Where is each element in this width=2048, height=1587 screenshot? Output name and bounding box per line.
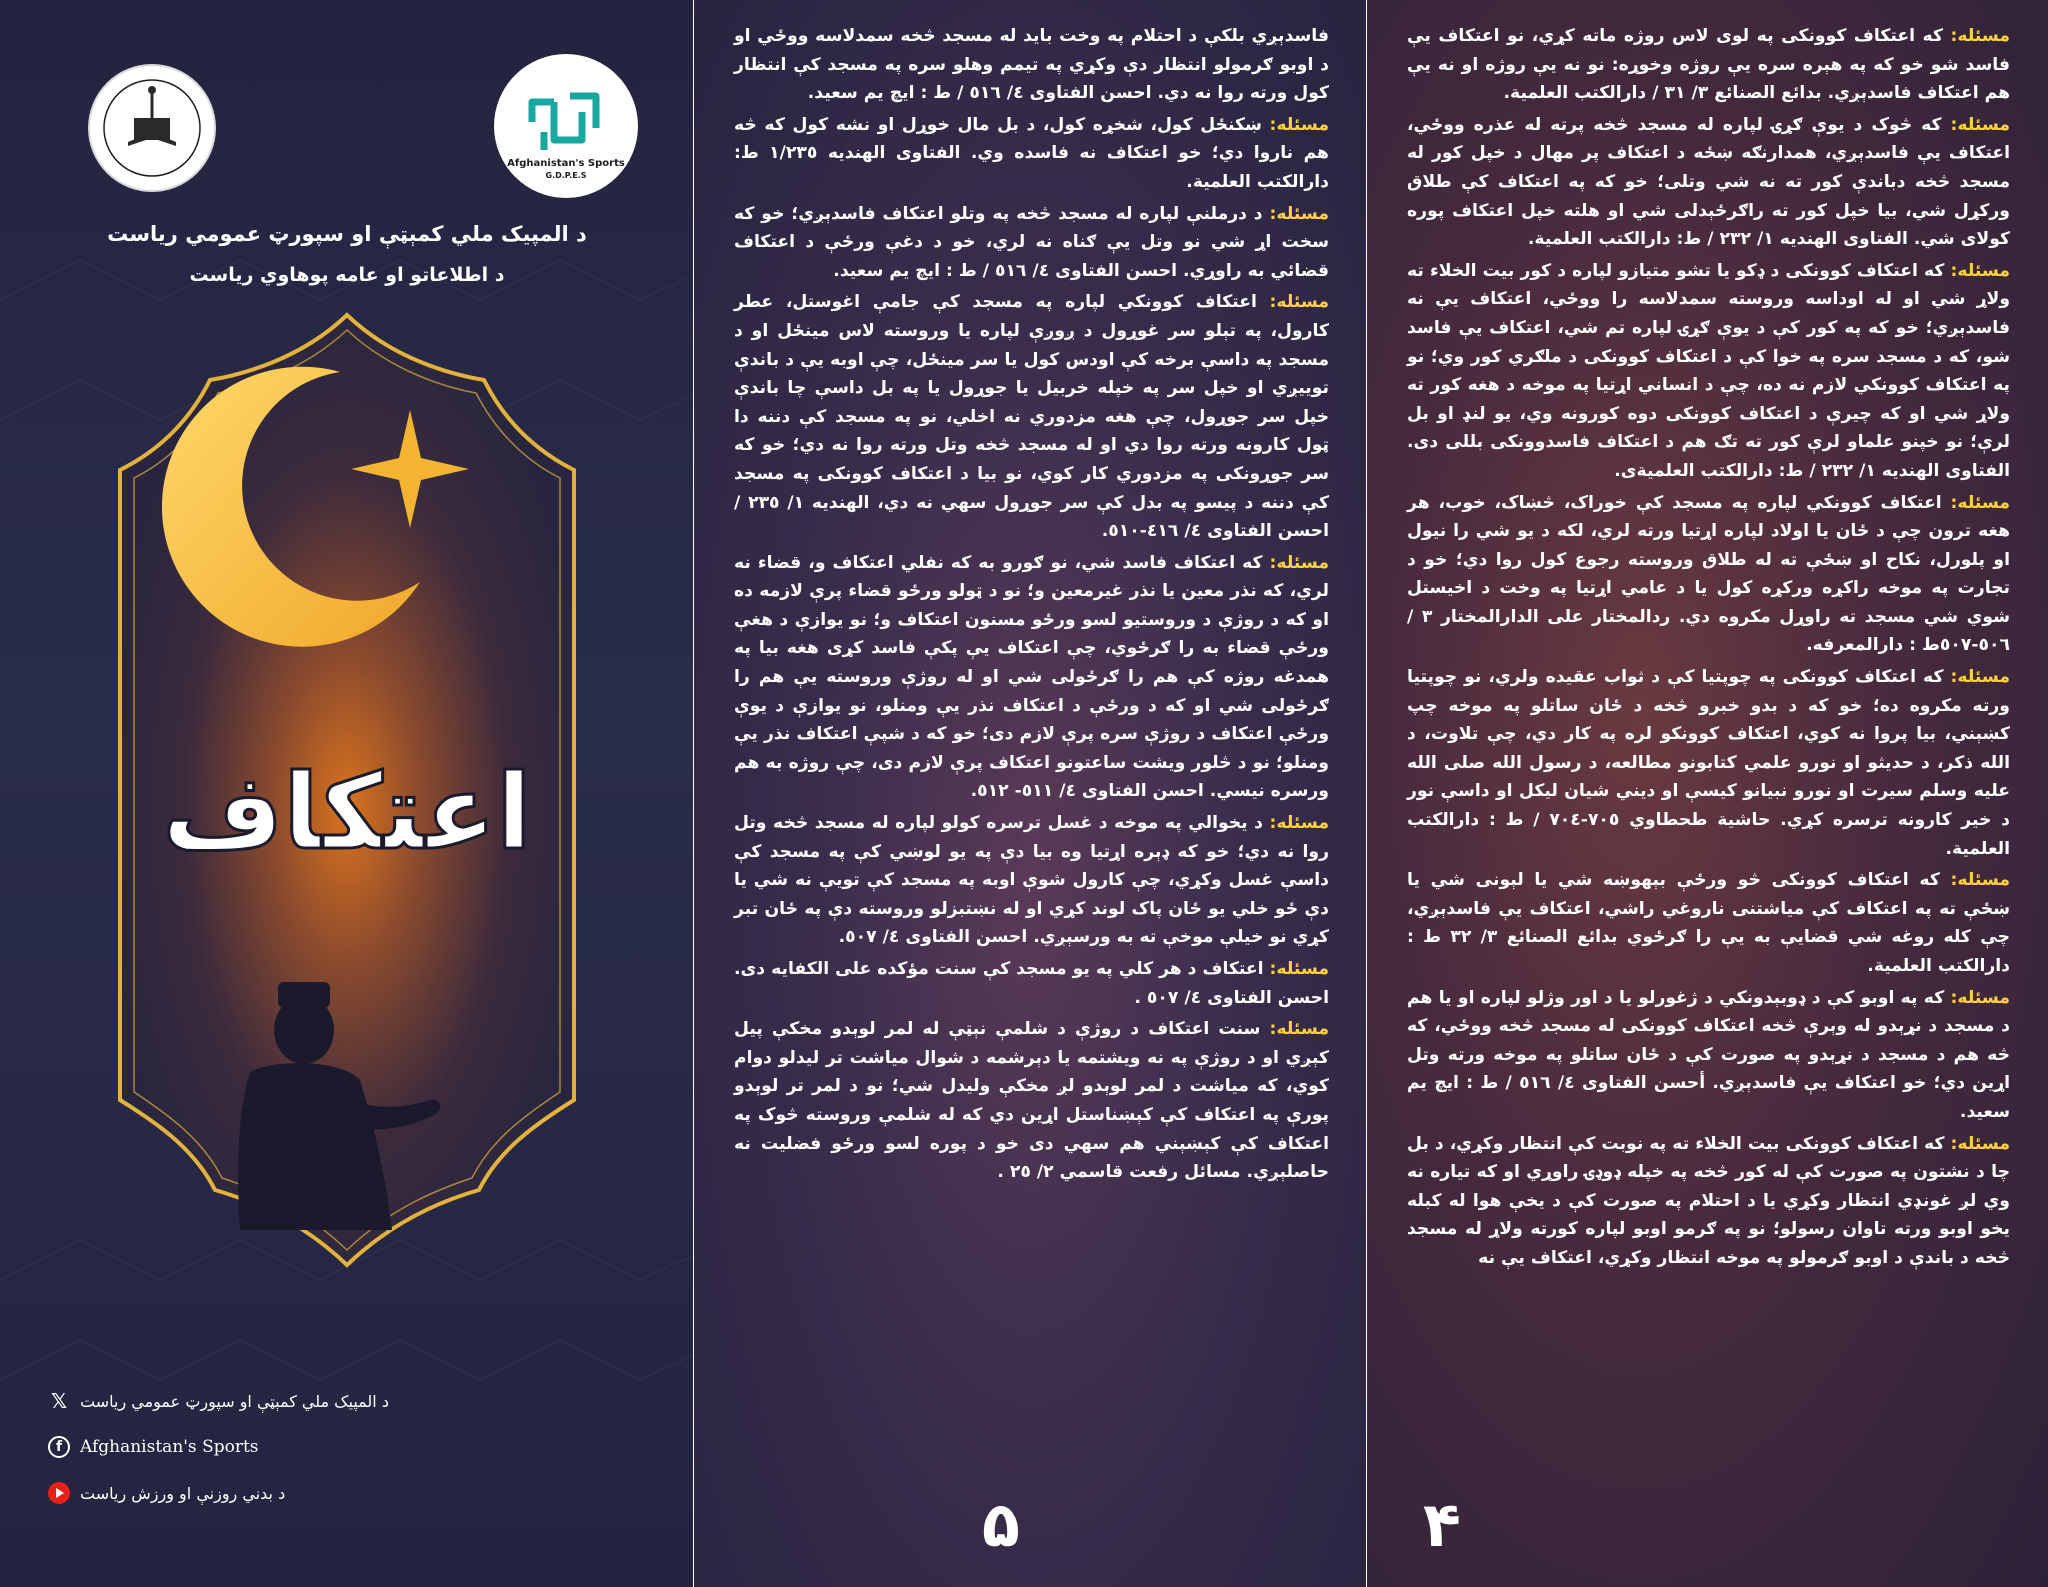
issue-text: ښکنځل کول، شخړه کول، د بل مال خوړل او نشه کول که څه هم ناروا دي؛ خو اعتکاف نه فاسده وي. الفتاوی الهندیه ١/٢٣٥ ط: دارالکتب العلمیة.: [734, 114, 1329, 192]
issue-label: مسئله:: [1950, 1133, 2010, 1154]
page-4-text: [1407, 22, 2010, 1276]
issue-label: مسئله:: [1950, 26, 2010, 46]
issue-paragraph: [1407, 22, 2010, 108]
org-title-line1: د المپیک ملي کمېټې او سپورټ عمومي رياست: [107, 222, 587, 246]
issue-paragraph: [734, 549, 1329, 806]
issue-paragraph: [1407, 257, 2010, 486]
footer-x-text: د المپیک ملي کمېټې او سپورټ عمومي رياست: [80, 1391, 389, 1411]
footer-youtube-text: د بدني روزنې او ورزش رياست: [80, 1483, 286, 1503]
issue-text: که اعتکاف کوونکی د ډکو یا تشو متیازو لپاره د کور بیت الخلاء ته ولاړ شي او له اوداسه وروسته سمدلاسه را ووځي، اعتکاف یې نه فاسدېږي؛ خو که په کور کې د یوې ګړۍ لپاره تم شي، اعتکاف یې فاسد شو، که د مسجد سره په خوا کې د اعتکاف کوونکی د ملګري کور وي؛ نو په اعتکاف کوونکي لازم نه ده، چې د انساني اړتیا په موخه د هغه کور ته ولاړ شي او که چیرې د اعتکاف کوونکی دوه کورونه وي، یو لنډ او بل لرې؛ نو خپنو علماو لرې کور ته تګ هم د اعتکاف فاسدوونکی بللی دی. الفتاوی الهندیه ١/ ٢٣٢ / ط: دارالکتب العلمیةی.: [1407, 260, 2010, 481]
issue-text: د یخوالي په موخه د غسل ترسره کولو لپاره له مسجد څخه وتل روا نه دي؛ خو که ډېره اړتیا وه بیا دې په یو لوښي کې په مسجد کې داسې غسل وکړي، چې کارول شوې اوبه په مسجد کې تويې نه شي یا دې ځو خلي یو ځان پاک لوند کړي او له نښتبزلو وروسته دې په ځان تبر کړي نو خیلې موخې ته به ورسېږي. احسن الفتاوی ٤/ ٥٠٧.: [734, 813, 1329, 948]
issue-label: مسئله:: [1950, 260, 2010, 281]
issue-paragraph: [1407, 984, 2010, 1127]
issue-label: مسئله:: [1269, 552, 1329, 573]
page-number-4: ۴: [1423, 1488, 1461, 1561]
issue-paragraph: [1407, 1130, 2010, 1273]
issue-paragraph: [734, 1015, 1329, 1187]
issue-label: مسئله:: [1269, 292, 1329, 313]
issue-text: د درملنې لپاره له مسجد څخه په وتلو اعتکاف فاسدېږي؛ خو که سخت اړ شي نو وتل یې ګناه نه لري، خو د دغې ورځې د اعتکاف قضائي به راوړي. احسن الفتاوی ٤/ ٥١٦ / ط : ایچ یم سعید.: [734, 203, 1329, 281]
issue-text: فاسدېږي بلکې د احتلام په وخت باید له مسجد څخه سمدلاسه ووځي او د اوبو ګرمولو انتظار دې وکړي په تیمم وهلو سره په مسجد کې انتظار کول ورته روا نه دي. احسن الفتاوی ٤/ ٥١٦ / ط : ایچ یم سعید.: [734, 26, 1329, 104]
issue-text: اعتکاف د هر کلي په یو مسجد کې سنت مؤکده علی الکفایه دی. احسن الفتاوی ٤/ ٥٠٧ .: [734, 959, 1329, 1008]
footer-facebook-row[interactable]: [48, 1436, 259, 1458]
page-5-text: [734, 22, 1329, 1190]
youtube-icon: [48, 1482, 70, 1504]
issue-text: که اعتکاف کوونکی څو ورځې بېهوښه شي یا لېونی شي یا ښځې ته په اعتکاف کې میاشتنی ناروغي راشي، اعتکاف یې فاسدېږي، چې کله روغه شي قضایې به یې را ګرځوي بدائع الصنائع ٣/ ٣٢ ط : دارالکتب العلمیة.: [1407, 870, 2011, 976]
issue-label: مسئله:: [1269, 1019, 1329, 1040]
issue-paragraph: [734, 809, 1329, 952]
issue-paragraph: [1407, 866, 2010, 980]
sports-logo-caption: Afghanistan's Sports G.D.P.E.S: [507, 158, 625, 180]
issue-text: اعتکاف کوونکي لپاره په مسجد کې جامې اغوستل، عطر کارول، په تېلو سر غوړول د ږوږې لپاره یا وروسته لاس مینځل او د مسجد په داسې برخه کې اودس کول یا سر مینځل، چې اوبه یې د باندې تويیږي او خپل سر په خپله خربیل یا جوړول یا په بل داسې چا باندې خپل سر جوړول، چې هغه مزدوري نه اخلي، نو په مسجد کې دننه دا ټول کارونه ورته روا دي او له مسجد څخه وتل ورته روا نه دي؛ خو که سر جوړونکی په مزدوري کار کوي، نو بیا د اعتکاف کوونکی په مسجد کې دننه د پیسو په بدل کې سر جوړول سهي نه دي، الهندیه ١/ ٢٣٥ / احسن الفتاوی ٤/ ٤١٦-٥١٠.: [734, 292, 1330, 542]
issue-text: اعتکاف کوونکي لپاره په مسجد کې خوراک، څښاک، خوب، هر هغه ترون چې د ځان یا اولاد لپاره اړتیا ورته لري، لکه د یو شي را نیول او پلورل، نکاح او ښځې ته له طلاق وروسته رجوع کول روا دي؛ خو د تجارت په موخه راکړه ورکړه کول یا د عامي اړتیا په وخت د اخیستل شوي شي مسجد ته راوړل مکروه دي. ردالمختار علی الدارالمختار ٣ / ٥٠٦-٥٠٧ط : دارالمعرفه.: [1407, 492, 2011, 656]
issue-label: مسئله:: [1269, 813, 1329, 834]
issue-text: که اعتکاف کوونکی په چوپتیا کې د ثواب عقیده ولري، نو چوپتیا ورته مکروه ده؛ خو که د بدو خبرو څخه د ځان ساتلو په موخه چپ کښېني، بیا پروا نه کوي، اعتکاف کوونکو لره په کار دي، چې تلاوت، د الله ذکر، د حدیثو او نورو علمي کتابونو مطالعه، د رسول الله صلی الله علیه وسلم سیرت او نورو نبیانو کیسې او دیني شیان لیکل او داسې نور د خیر کارونه ترسره کړي. حاشیة طحطاوي ٧٠٥-٧٠٤ / ط : دارالکتب العلمیة.: [1407, 667, 2010, 859]
issue-text: سنت اعتکاف د روژې د شلمې نېټې له لمر لوېدو مخکې پیل کېږي او د روژې په نه ویشتمه یا دېرشمه د شوال میاشت تر لیدلو دوام کوي، که میاشت د لمر لوېدو لږ مخکې ولیدل شي؛ نو د لمر تر لوېدو پورې په اعتکاف کې کېښناستل اړین دي که له شلمې وروسته څوک په اعتکاف کې کېښېني هم سهي دی خو د پوره لسو ورځو فضلیت نه حاصلېږي. مسائل رفعت قاسمي ٢/ ٢٥ .: [734, 1019, 1329, 1183]
issue-label: مسئله:: [1950, 987, 2010, 1008]
page-4-panel: [1367, 0, 2048, 1587]
cover-panel: [0, 0, 694, 1587]
footer-x-row[interactable]: [48, 1390, 389, 1412]
issue-paragraph: [1407, 111, 2010, 254]
issue-paragraph: [734, 288, 1329, 545]
facebook-icon: f: [48, 1436, 70, 1458]
issue-label: مسئله:: [1950, 114, 2010, 135]
issue-paragraph: [1407, 663, 2010, 863]
footer-youtube-row[interactable]: [48, 1482, 285, 1504]
org-title-line2: د اطلاعاتو او عامه پوهاوي رياست: [189, 264, 505, 286]
issue-label: مسئله:: [1950, 492, 2010, 513]
footer-facebook-text: Afghanistan's Sports: [80, 1437, 259, 1457]
issue-label: مسئله:: [1950, 667, 2010, 688]
ministry-seal-logo: [86, 62, 218, 194]
issue-text: که په اوبو کې د ډوبېدونکي د ژغورلو یا د اور وژلو لپاره او یا هم د مسجد د نړېدو له وېرې څخه اعتکاف کوونکی له مسجد څخه ووځي، که څه هم د مسجد د نړېدو په صورت کې د ځان ساتلو په موخه ورته وتل اړین دي؛ خو اعتکاف یې فاسدېږي. أحسن الفتاوی ٤/ ٥١٦ / ط : ایچ یم سعید.: [1407, 987, 2011, 1122]
issue-text: که اعتکاف کوونکی په لوی لاس روژه ماته کړي، نو اعتکاف یې فاسد شو خو که په هېره سره یې روژه وخوړه: نو نه یې روژه او نه یې هم اعتکاف فاسدېږي. بدائع الصنائع ٣/ ٣١ / دارالکتب العلمیة.: [1407, 26, 2010, 104]
issue-paragraph: [1407, 489, 2010, 661]
issue-label: مسئله:: [1269, 203, 1329, 224]
issue-paragraph: [734, 111, 1329, 197]
issue-text: که اعتکاف کوونکی بیت الخلاء ته په نوبت کې انتظار وکړي، د بل چا د نشتون په صورت کې له کور څخه په خپله ډوډۍ راوړي او که تیاره نه وي لږ غونډي انتظار وکړي یا د احتلام په صورت کې د یخې هوا له کبله یخو اوبو ورته تاوان رسولو؛ نو په ګرمو اوبو لپاره کورته ولاړ له مسجد څخه د باندې د اوبو ګرمولو په موخه انتظار وکړي، اعتکاف یې نه: [1407, 1133, 2010, 1268]
issue-label: مسئله:: [1269, 959, 1329, 979]
issue-label: مسئله:: [1950, 870, 2010, 891]
page-5-panel: [694, 0, 1367, 1587]
issue-label: مسئله:: [1269, 114, 1329, 135]
issue-paragraph: [734, 22, 1329, 108]
issue-text: که اعتکاف فاسد شي، نو ګورو به که نفلي اعتکاف و، قضاء نه لري، که نذر معین یا نذر غیرمعین و؛ نو د ټولو ورځو قضاء پرې لازمه ده او که د روژې د وروستیو لسو ورځو مسنون اعتکاف و؛ نو یوازې د هغې ورځې قضاء به را ګرځوي، چې اعتکاف یې پکې فاسد کړی هغه بیا په همدغه روژه کې هم را ګرځولی شي او له روژې وروسته یې هم را ګرځولی شي او که د ورځې د اعتکاف نذر یې ومنلو، نو یوازې د یوې ورځې اعتکاف د روژې سره پرې لازم دی؛ خو که د شپې اعتکاف نذر یې ومنلو؛ نو د څلور ویشت ساعتونو اعتکاف پرې لازم دی، چې روژه به هم ورسره نیسي. احسن الفتاوی ٤/ ٥١١- ٥١٢.: [734, 552, 1329, 802]
issue-paragraph: [734, 955, 1329, 1012]
issue-paragraph: [734, 200, 1329, 286]
issue-text: که څوک د یوې ګړۍ لپاره له مسجد څخه پرته له عذره ووځي، اعتکاف یې فاسدېږي، همدارنګه ښځه د اعتکاف پر مهال د خپل کور له مسجد څخه دباندې کور ته نه شي وتلی؛ خو که په اعتکاف کې طلاق ورکړل شي، بیا خپل کور ته راګرځېدلی شي او هلته خپل اعتکاف پوره کولای شي. الفتاوی الهندیه ١/ ٢٣٢ / ط: دارالکتب العلمیة.: [1407, 114, 2010, 250]
cover-title: اعتکاف: [162, 751, 532, 873]
page-number-5: ۵: [982, 1488, 1020, 1561]
x-icon: 𝕏: [50, 1389, 68, 1413]
